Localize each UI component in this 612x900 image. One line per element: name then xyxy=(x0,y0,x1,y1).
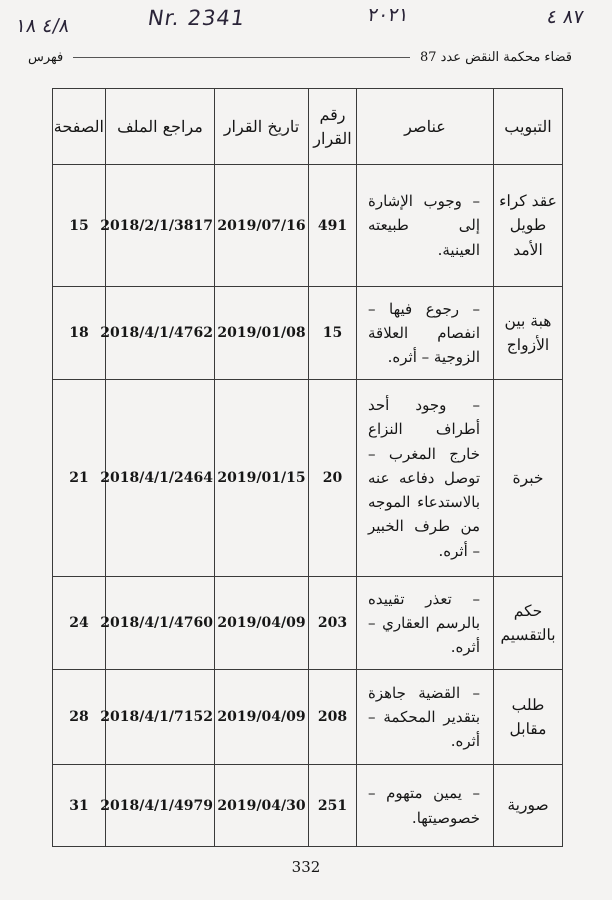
table-header-row xyxy=(53,89,563,165)
header-file-reference: مراجع الملف xyxy=(106,89,215,165)
row-file-reference: 2018/2/1/3817 xyxy=(106,165,215,287)
row-page: 18 xyxy=(53,287,106,380)
table-row xyxy=(53,577,563,670)
handwritten-note-left: ٤/٨ ١٨ xyxy=(14,15,71,37)
row-decision-number: 208 xyxy=(309,670,357,765)
row-category: هبة بين الأزواج xyxy=(494,287,563,380)
row-decision-date: 2019/04/09 xyxy=(215,577,309,670)
row-elements: – رجوع فيها – انفصام العلاقة الزوجية – أثره. xyxy=(357,287,494,380)
row-page: 24 xyxy=(53,577,106,670)
header-decision-number: رقم القرار xyxy=(309,89,357,165)
row-elements: – تعذر تقييده بالرسم العقاري – أثره. xyxy=(357,577,494,670)
header-page: الصفحة xyxy=(53,89,106,165)
row-decision-number: 251 xyxy=(309,765,357,847)
row-decision-date: 2019/07/16 xyxy=(215,165,309,287)
page-number: 332 xyxy=(291,858,321,876)
header-decision-date: تاريخ القرار xyxy=(215,89,309,165)
running-head-title: قضاء محكمة النقض عدد 87 xyxy=(419,49,572,65)
index-table xyxy=(52,88,563,847)
handwritten-note-right: ٨٧ ٤ xyxy=(545,6,586,28)
running-head xyxy=(28,46,572,68)
handwritten-reference-number: Nr. 2341 xyxy=(146,6,247,30)
row-decision-date: 2019/04/30 xyxy=(215,765,309,847)
running-head-section: فهرس xyxy=(28,49,64,65)
row-page: 31 xyxy=(53,765,106,847)
row-page: 28 xyxy=(53,670,106,765)
header-category: التبويب xyxy=(494,89,563,165)
table-row xyxy=(53,765,563,847)
row-decision-number: 491 xyxy=(309,165,357,287)
row-file-reference: 2018/4/1/2464 xyxy=(106,380,215,577)
row-file-reference: 2018/4/1/4762 xyxy=(106,287,215,380)
header-elements: عناصر xyxy=(357,89,494,165)
row-elements: – وجود أحد أطراف النزاع خارج المغرب – توصل دفاعه عنه بالاستدعاء الموجه من طرف الخبير – أثره. xyxy=(357,380,494,577)
row-decision-number: 20 xyxy=(309,380,357,577)
handwritten-year: ٢٠٢١ xyxy=(366,4,411,26)
row-page: 21 xyxy=(53,380,106,577)
row-category: عقد كراء طويل الأمد xyxy=(494,165,563,287)
row-elements: – القضية جاهزة بتقدير المحكمة – أثره. xyxy=(357,670,494,765)
row-file-reference: 2018/4/1/4760 xyxy=(106,577,215,670)
row-decision-number: 15 xyxy=(309,287,357,380)
row-file-reference: 2018/4/1/7152 xyxy=(106,670,215,765)
row-decision-number: 203 xyxy=(309,577,357,670)
row-file-reference: 2018/4/1/4979 xyxy=(106,765,215,847)
row-elements: – يمين متهوم – خصوصيتها. xyxy=(357,765,494,847)
row-category: طلب مقابل xyxy=(494,670,563,765)
table-row xyxy=(53,165,563,287)
row-decision-date: 2019/01/08 xyxy=(215,287,309,380)
table-row xyxy=(53,380,563,577)
table-row xyxy=(53,670,563,765)
row-page: 15 xyxy=(53,165,106,287)
row-category: خبرة xyxy=(494,380,563,577)
row-category: صورية xyxy=(494,765,563,847)
running-head-rule xyxy=(73,57,410,58)
row-decision-date: 2019/04/09 xyxy=(215,670,309,765)
row-decision-date: 2019/01/15 xyxy=(215,380,309,577)
table-row xyxy=(53,287,563,380)
row-elements: – وجوب الإشارة إلى طبيعته العينية. xyxy=(357,165,494,287)
row-category: حكم بالتقسيم xyxy=(494,577,563,670)
